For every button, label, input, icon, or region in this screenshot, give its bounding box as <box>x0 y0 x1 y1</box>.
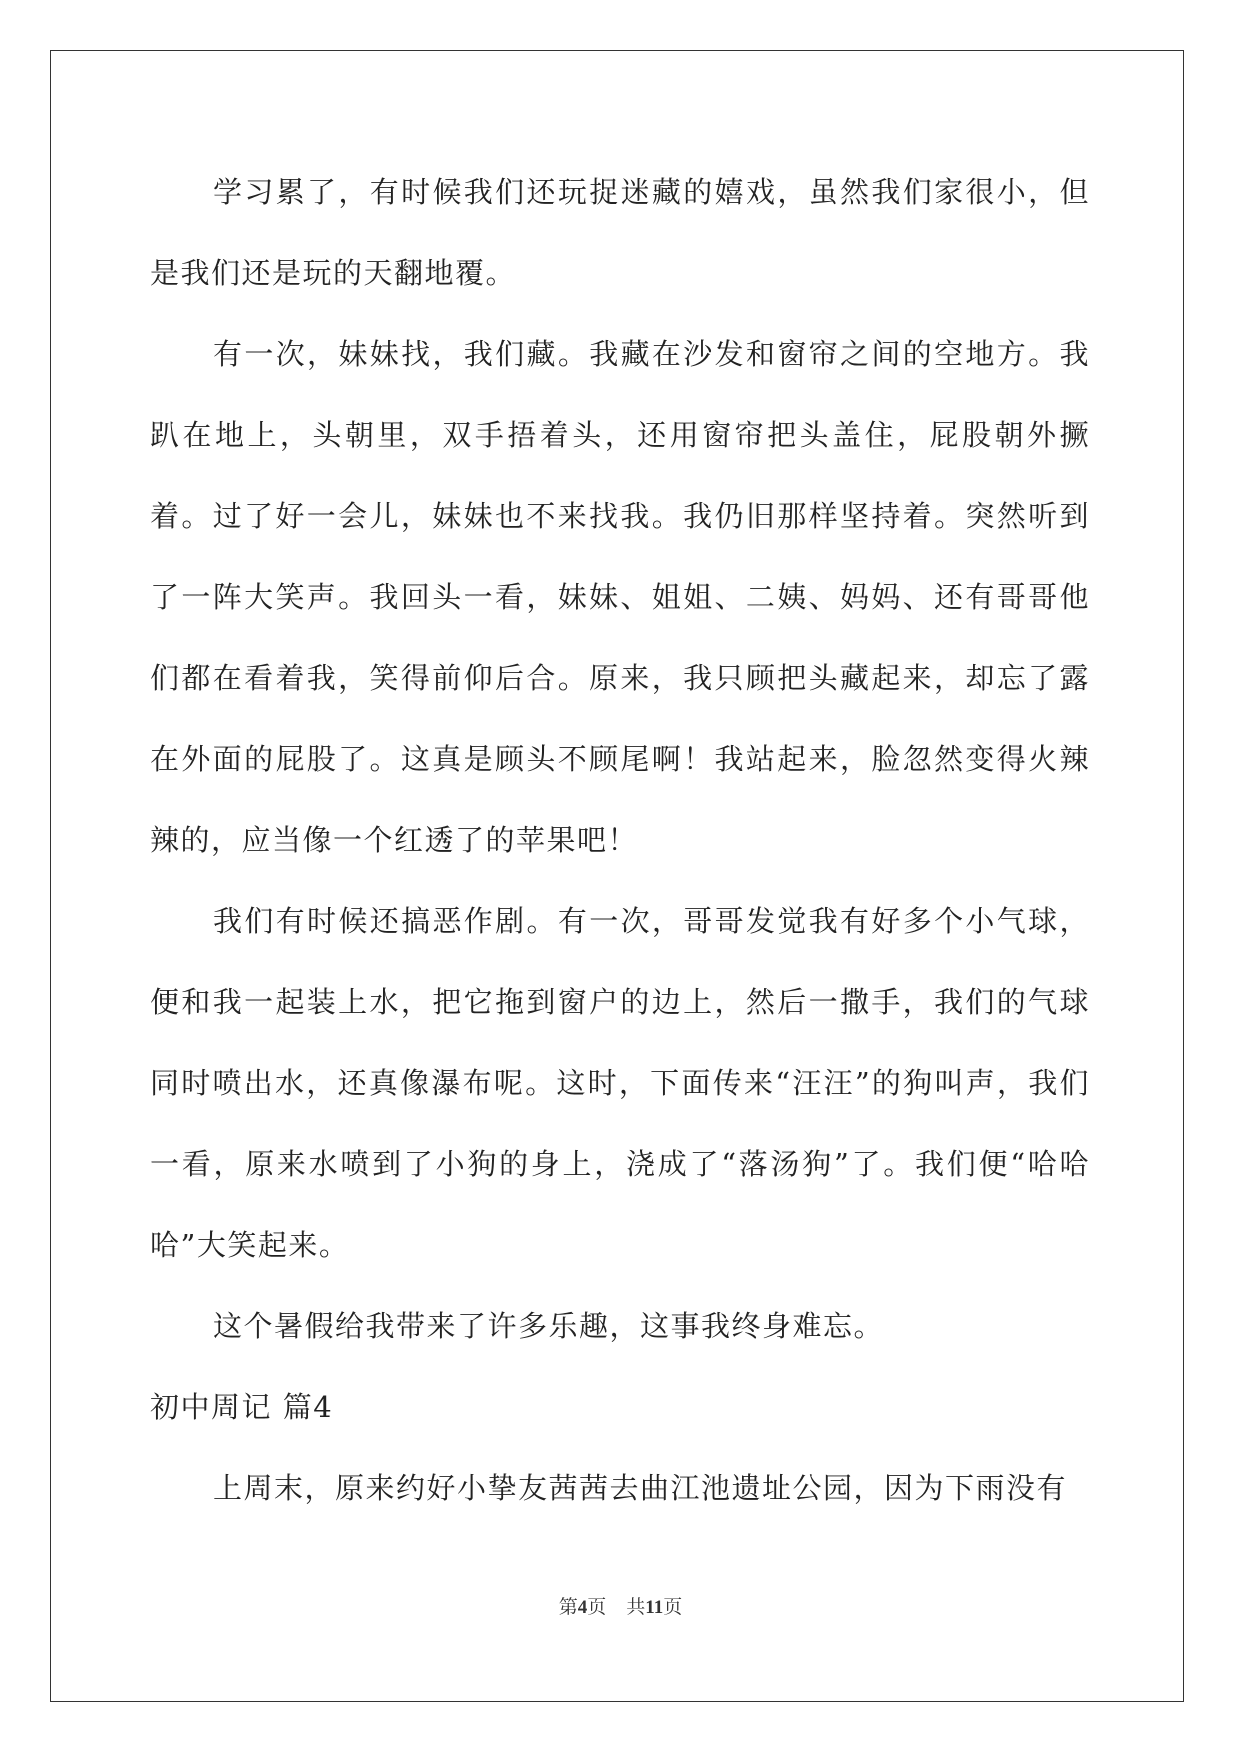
footer-page-suffix: 页 <box>587 1597 607 1618</box>
paragraph-hide-and-seek-story: 有一次，妹妹找，我们藏。我藏在沙发和窗帘之间的空地方。我趴在地上，头朝里，双手捂着头，还用窗帘把头盖住，屁股朝外撅着。过了好一会儿，妹妹也不来找我。我仍旧那样坚持着。突然听到了一阵大笑声。我回头一看，妹妹、姐姐、二姨、妈妈、还有哥哥他们都在看着我，笑得前仰后合。原来，我只顾把头藏起来，却忘了露在外面的屁股了。这真是顾头不顾尾啊！我站起来，脸忽然变得火辣辣的，应当像一个红透了的苹果吧！ <box>150 337 1090 857</box>
document-body <box>150 152 1090 1529</box>
footer-total-pages: 11 <box>645 1597 664 1618</box>
footer-total-suffix: 页 <box>663 1597 683 1618</box>
paragraph-hide-and-seek-intro: 学习累了，有时候我们还玩捉迷藏的嬉戏，虽然我们家很小，但是我们还是玩的天翻地覆。 <box>150 175 1090 290</box>
footer-page-number: 4 <box>577 1597 588 1618</box>
footer-page-prefix: 第 <box>558 1597 578 1618</box>
footer-total-prefix: 共 <box>626 1597 646 1618</box>
paragraph-summer-conclusion: 这个暑假给我带来了许多乐趣，这事我终身难忘。 <box>213 1309 885 1343</box>
paragraph-weekend-plan: 上周末，原来约好小挚友茜茜去曲江池遗址公园，因为下雨没有 <box>213 1471 1068 1505</box>
section-heading: 初中周记 篇4 <box>150 1390 334 1424</box>
paragraph-water-balloon-prank: 我们有时候还搞恶作剧。有一次，哥哥发觉我有好多个小气球，便和我一起装上水，把它拖到窗户的边上，然后一撒手，我们的气球同时喷出水，还真像瀑布呢。这时，下面传来“汪汪”的狗叫声，我们一看，原来水喷到了小狗的身上，浇成了“落汤狗”了。我们便“哈哈哈”大笑起来。 <box>150 904 1090 1262</box>
page-footer <box>0 1592 1241 1619</box>
